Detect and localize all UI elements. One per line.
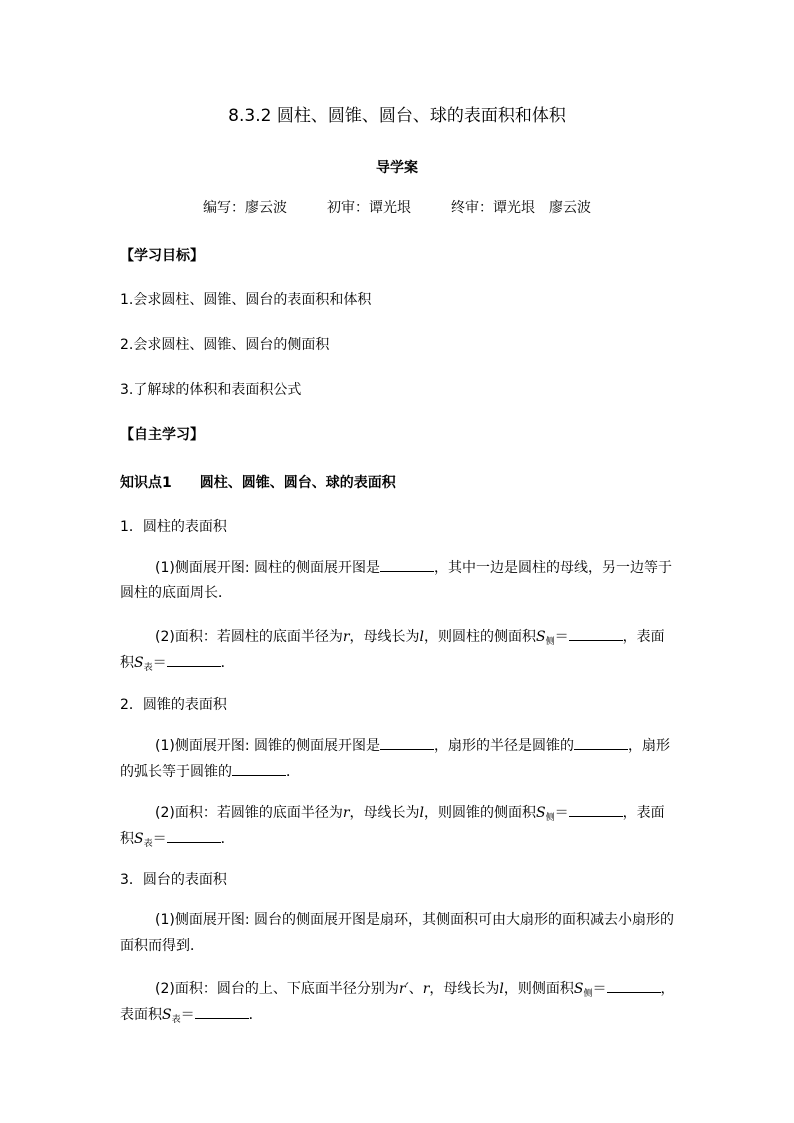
frustum-p2-line1: (2)面积：圆台的上、下底面半径分别为r′、r，母线长为l，则侧面积$S_侧=$ ， xyxy=(155,978,675,1004)
answer-blank[interactable] xyxy=(607,978,661,993)
cylinder-p1-line2: 圆柱的底面周长． xyxy=(120,585,232,601)
cone-p2-line1: (2)面积：若圆锥的底面半径为r，母线长为l，则圆锥的侧面积$S_侧=$ ，表面 xyxy=(155,802,665,828)
cylinder-p1-line1: (1)侧面展开图: 圆柱的侧面展开图是 ，其中一边是圆柱的母线，另一边等于 xyxy=(155,557,672,578)
final-reviewer: 终审：谭光垠 廖云波 xyxy=(451,200,591,216)
answer-blank[interactable] xyxy=(195,1004,249,1019)
cone-p2-line2: 积$S_表=$ ． xyxy=(120,828,235,854)
cone-p1-line2: 的弧长等于圆锥的 ． xyxy=(120,761,300,782)
answer-blank[interactable] xyxy=(232,761,286,776)
frustum-heading: 3．圆台的表面积 xyxy=(120,872,227,888)
answer-blank[interactable] xyxy=(167,828,221,843)
objective-item: 2.会求圆柱、圆锥、圆台的侧面积 xyxy=(120,337,330,353)
authors-line xyxy=(0,198,794,218)
self-study-heading: 【自主学习】 xyxy=(120,427,204,443)
cylinder-heading: 1．圆柱的表面积 xyxy=(120,519,227,535)
answer-blank[interactable] xyxy=(167,652,221,667)
first-reviewer: 初审：谭光垠 xyxy=(327,200,411,216)
cone-p1-line1: (1)侧面展开图: 圆锥的侧面展开图是 ，扇形的半径是圆锥的 ，扇形 xyxy=(155,735,670,756)
answer-blank[interactable] xyxy=(569,626,623,641)
objective-item: 3.了解球的体积和表面积公式 xyxy=(120,382,302,398)
answer-blank[interactable] xyxy=(380,735,434,750)
objective-item: 1.会求圆柱、圆锥、圆台的表面积和体积 xyxy=(120,292,372,308)
page-subtitle: 导学案 xyxy=(376,160,418,176)
frustum-p1-line2: 面积而得到． xyxy=(120,938,204,954)
frustum-p1-line1: (1)侧面展开图: 圆台的侧面展开图是扇环，其侧面积可由大扇形的面积减去小扇形的 xyxy=(155,912,674,928)
answer-blank[interactable] xyxy=(574,735,628,750)
knowledge-point-title: 圆柱、圆锥、圆台、球的表面积 xyxy=(199,475,396,491)
knowledge-point-label: 知识点1 xyxy=(120,475,172,491)
page-title: 8.3.2 圆柱、圆锥、圆台、球的表面积和体积 xyxy=(228,106,566,126)
knowledge-point-heading xyxy=(120,473,396,493)
answer-blank[interactable] xyxy=(380,557,434,572)
frustum-p2-line2: 表面积$S_表=$ ． xyxy=(120,1004,263,1030)
cone-heading: 2．圆锥的表面积 xyxy=(120,697,227,713)
answer-blank[interactable] xyxy=(569,802,623,817)
cylinder-p2-line1: (2)面积：若圆柱的底面半径为r，母线长为l，则圆柱的侧面积$S_侧=$ ，表面 xyxy=(155,626,665,652)
writer: 编写：廖云波 xyxy=(203,200,287,216)
cylinder-p2-line2: 积$S_表=$ ． xyxy=(120,652,235,678)
objectives-heading: 【学习目标】 xyxy=(120,248,204,264)
